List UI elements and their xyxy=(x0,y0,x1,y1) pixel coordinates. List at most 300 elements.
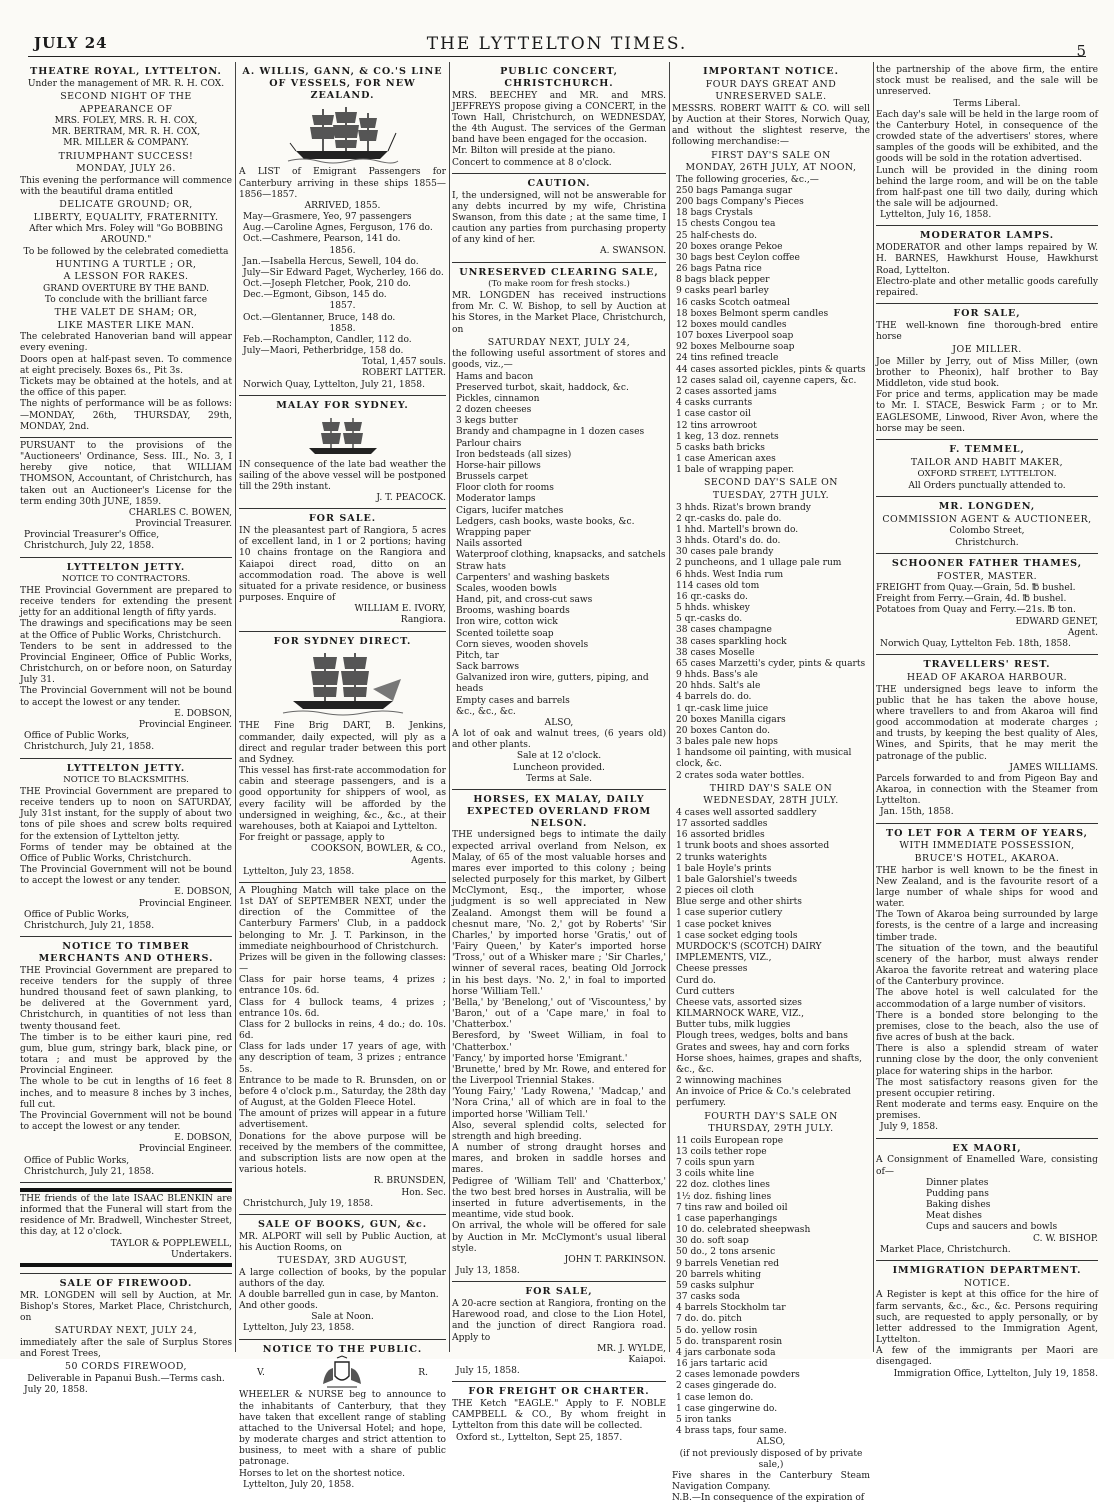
list-item: Galvanized iron wire, gutters, piping, and heads xyxy=(456,673,649,695)
ad-signature: Undertakers. xyxy=(171,1249,232,1260)
ad-text: Terms Liberal. xyxy=(953,98,1021,109)
ad-bruces-hotel xyxy=(876,824,1098,1139)
ad-text: Class for lads under 17 years of age, with any description of team, 3 prizes ; entrance 5s. xyxy=(239,1042,446,1075)
list-item: 1 case lemon do. xyxy=(676,1392,754,1403)
ad-heading: A. WILLIS, GANN, & CO.'S LINE OF VESSELS, FOR NEW ZEALAND. xyxy=(242,66,443,101)
ad-text: A LESSON FOR RAKES. xyxy=(63,271,189,283)
list-item: 3 hhds. Otard's do. do. xyxy=(676,536,781,547)
ad-text: 'Brunette,' bred by Mr. Rowe, and entered for the Liverpool Triennial Stakes. xyxy=(452,1064,666,1087)
ad-text: Total, 1,457 souls. xyxy=(362,357,446,368)
ad-public-concert xyxy=(452,62,666,174)
list-item: Dec.—Egmont, Gibson, 145 do. xyxy=(243,290,387,301)
ad-signature: Hon. Sec. xyxy=(401,1187,446,1198)
ad-signature: E. DOBSON, xyxy=(174,1133,232,1144)
list-item: Cigars, lucifer matches xyxy=(456,505,564,516)
list-item: Cups and saucers and bowls xyxy=(926,1222,1058,1233)
ad-text: MRS. BEECHEY and MR. and MRS. JEFFREYS propose giving a CONCERT, in the Town Hall, Christchurch, on WEDNESDAY, the 4th August. The services of the German band have been engaged for the occasion. xyxy=(452,90,666,146)
ad-text: Horses to let on the shortest notice. xyxy=(239,1468,406,1479)
ad-horses-ex-malay xyxy=(452,790,666,1282)
ad-signature: R. BRUNSDEN, xyxy=(373,1176,446,1187)
ad-caution xyxy=(452,174,666,263)
ad-text: ARRIVED, 1855. xyxy=(304,200,381,211)
list-item: 4 jars carbonate soda xyxy=(676,1347,776,1358)
list-item: 1 case gingerwine do. xyxy=(676,1403,778,1414)
list-item: Hams and bacon xyxy=(456,371,534,382)
list-item: Oct.—Joseph Fletcher, Pook, 210 do. xyxy=(243,279,411,290)
item-list xyxy=(672,503,870,782)
list-item: 20 hhds. Salt's ale xyxy=(676,681,761,692)
ad-text: Sale at 12 o'clock. xyxy=(516,751,602,762)
ad-text: July 9, 1858. xyxy=(880,1122,939,1133)
ad-text: MESSRS. ROBERT WAITT & CO. will sell by Auction at their Stores, Norwich Quay, and without the slightest reserve, the following merchandise:— xyxy=(672,103,870,148)
ad-heading: NOTICE TO THE PUBLIC. xyxy=(262,1343,423,1355)
list-item: 20 boxes Canton do. xyxy=(676,725,770,736)
ad-heading: UNRESERVED CLEARING SALE, xyxy=(459,266,659,278)
list-item: Jan.—Isabella Hercus, Sewell, 104 do. xyxy=(243,256,419,267)
list-item: 1 case American axes xyxy=(676,454,776,465)
ad-text: This evening the performance will commence with the beautiful drama entitled xyxy=(20,175,232,197)
ad-text: The situation of the town, and the beautiful scenery of the harbor, must always render Akaroa the favorite retreat and watering place of the Canterbury province. xyxy=(876,943,1098,988)
list-item: Empty cases and barrels xyxy=(456,695,570,706)
ad-text: A LIST of Emigrant Passengers for Canterbury arriving in these ships 1855—1856—1857. xyxy=(239,167,446,200)
list-item: 9 barrels Venetian red xyxy=(676,1258,780,1269)
list-item: Nails assorted xyxy=(456,539,523,550)
list-item: 44 cases assorted pickles, pints & quarts xyxy=(676,364,866,375)
list-item: 59 casks sulphur xyxy=(676,1280,755,1291)
sailing-ship-icon xyxy=(303,414,383,458)
ad-text: MR. BERTRAM, MR. R. H. COX, xyxy=(51,127,201,138)
list-item: Iron bedsteads (all sizes) xyxy=(456,449,572,460)
ad-text: THE Ketch "EAGLE." Apply to F. NOBLE CAMPBELL & CO., By whom freight in Lyttelton from this date will be collected. xyxy=(452,1399,666,1432)
list-item: 1 hhd. Martell's brown do. xyxy=(676,524,799,535)
ad-text: THE VALET DE SHAM; OR, xyxy=(54,307,198,319)
ad-subheading: COMMISSION AGENT & AUCTIONEER, xyxy=(882,513,1092,525)
list-item: Waterproof clothing, knapsacks, and satchels xyxy=(456,550,666,561)
list-item: 30 bags best Ceylon coffee xyxy=(676,252,800,263)
list-item: 3 kegs butter xyxy=(456,416,518,427)
ad-books-sale xyxy=(239,1215,446,1340)
ad-text: Tenders to be sent in addressed to the Provincial Engineer, Office of Public Works, Christchurch, on or before noon, on Saturday July 31. xyxy=(20,641,232,686)
list-item: 1 bale of wrapping paper. xyxy=(676,465,795,476)
ad-text: HUNTING A TURTLE ; OR, xyxy=(55,258,197,270)
list-item: 4 casks currants xyxy=(676,398,753,409)
list-item: 7 tins raw and boiled oil xyxy=(676,1202,788,1213)
list-item: 1 trunk boots and shoes assorted xyxy=(676,841,830,852)
ad-text: A Consignment of Enamelled Ware, consisting of— xyxy=(876,1155,1098,1177)
list-item: Cheese vats, assorted sizes xyxy=(676,997,802,1008)
ad-signature: MR. J. WYLDE, xyxy=(597,1343,666,1354)
ad-text: PURSUANT to the provisions of the "Auctioneers' Ordinance, Sess. III., No. 3, I hereby give notice, that WILLIAM THOMSON, Accountant, of Christchurch, has taken out an Auctioneer's License for the term ending 30th JUNE, 1859. xyxy=(20,440,232,507)
list-item: 2 trunks waterights xyxy=(676,852,767,863)
list-item: 1 case paperhangings xyxy=(676,1213,778,1224)
list-item: 5 do. transparent rosin xyxy=(676,1336,783,1347)
list-item: 17 assorted saddles xyxy=(676,819,768,830)
ad-text: The above hotel is well calculated for the accommodation of a large number of visitors. xyxy=(876,988,1098,1010)
list-item: 12 tins arrowroot xyxy=(676,420,757,431)
ad-heading: SALE OF BOOKS, GUN, &c. xyxy=(257,1218,428,1230)
ad-ex-maori-enamelled-ware xyxy=(876,1139,1098,1261)
ad-ploughing-match xyxy=(239,883,446,1215)
list-item: 3 bales pale new hops xyxy=(676,737,778,748)
ad-text: The drawings and specifications may be seen at the Office of Public Works, Christchurch. xyxy=(20,619,232,641)
list-item: Brandy and champagne in 1 dozen cases xyxy=(456,427,645,438)
ad-text: LIKE MASTER LIKE MAN. xyxy=(57,319,195,331)
ad-heading: SALE OF FIREWOOD. xyxy=(59,1278,193,1289)
ad-text: Lunch will be provided in the dining room behind the large room, and will be on the table from half-past one till two daily, during which the sale will be adjourned. xyxy=(876,165,1098,210)
ad-text: Christchurch, July 22, 1858. xyxy=(24,541,155,552)
list-item: July—Maori, Petherbridge, 158 do. xyxy=(243,346,404,357)
sale-day-heading: THIRD DAY'S SALE ON xyxy=(709,782,833,794)
ad-text: A 20-acre section at Rangiora, fronting on the Harewood road, and close to the Lion Hotel, and the junction of direct Rangiora road. Apply to xyxy=(452,1299,666,1343)
ad-four-days-sale xyxy=(672,62,870,1508)
ad-signature: Provincial Engineer. xyxy=(138,898,232,909)
list-item: 2 crates soda water bottles. xyxy=(676,770,805,781)
list-item: Curd cutters xyxy=(676,986,735,997)
list-item: 1 keg, 13 doz. rennets xyxy=(676,431,779,442)
list-item: 2 cases assorted jams xyxy=(676,387,777,397)
ad-text: Entrance to be made to R. Brunsden, on or before 4 o'clock p.m., Saturday, the 28th day of August, at the Golden Fleece Hotel. xyxy=(239,1075,446,1109)
sale-day-heading: FOURTH DAY'S SALE ON xyxy=(704,1110,838,1122)
list-item: KILMARNOCK WARE, VIZ., xyxy=(676,1009,805,1020)
ad-notice-to-public xyxy=(239,1340,446,1495)
ad-heading: SCHOONER FATHER THAMES, xyxy=(891,557,1083,569)
ad-text: Beresford, by 'Sweet William, in foal to 'Chatterbox.' xyxy=(452,1031,666,1053)
list-item: Feb.—Rochampton, Candler, 112 do. xyxy=(243,334,412,345)
ad-text: Doors open at half-past seven. To commence at eight precisely. Boxes 6s., Pit 3s. xyxy=(20,354,232,376)
ad-text: Office of Public Works, xyxy=(24,909,130,920)
ad-text: Freight from Ferry.—Grain, 4d. ℔ bushel. xyxy=(876,594,1067,605)
ad-brig-dart xyxy=(239,632,446,883)
ad-subheading: NOTICE TO BLACKSMITHS. xyxy=(63,775,189,786)
ad-signature: TAYLOR & POPPLEWELL, xyxy=(110,1238,232,1249)
ad-signature: Provincial Engineer. xyxy=(138,720,232,730)
ad-subheading: HEAD OF AKAROA HARBOUR. xyxy=(906,671,1068,683)
list-item: 4 brass taps, four same. xyxy=(676,1426,787,1437)
list-item: 1½ doz. fishing lines xyxy=(676,1191,772,1202)
ad-text: the partnership of the above firm, the entire stock must be realised, and the sale will be unreserved. xyxy=(876,65,1098,98)
ad-heading: IMMIGRATION DEPARTMENT. xyxy=(892,1264,1082,1276)
ad-heading: FOR SALE, xyxy=(953,308,1021,320)
list-item: 18 bags Crystals xyxy=(676,208,753,219)
ad-text: The amount of prizes will appear in a future advertisement. xyxy=(239,1109,446,1131)
column-rule xyxy=(235,62,236,1352)
ad-auctioneer-license xyxy=(20,438,232,558)
list-item: 24 tins refined treacle xyxy=(676,353,779,364)
ad-text: A double barrelled gun in case, by Manton. xyxy=(239,1289,439,1300)
list-item: Meat dishes xyxy=(926,1211,982,1222)
list-item: 3 hhds. Rizat's brown brandy xyxy=(676,502,811,513)
ad-signature: E. DOBSON, xyxy=(174,708,232,719)
ad-text: July 13, 1858. xyxy=(456,1266,520,1277)
column-rule xyxy=(669,62,670,1352)
ad-text: Christchurch, July 21, 1858. xyxy=(24,1166,155,1177)
ad-text: IN consequence of the late bad weather the sailing of the above vessel will be postponed till the 29th instant. xyxy=(239,459,446,492)
ad-text: ALSO, xyxy=(756,1437,786,1448)
ad-text: Tickets may be obtained at the hotels, and at the office of this paper. xyxy=(20,377,232,399)
ad-signature: COOKSON, BOWLER, & CO., xyxy=(310,844,446,855)
masthead xyxy=(28,34,1086,60)
list-item: Pickles, cinnamon xyxy=(456,393,540,404)
list-item: 20 barrels whiting xyxy=(676,1269,762,1280)
ad-heading: HORSES, EX MALAY, DAILY EXPECTED OVERLAND FROM NELSON. xyxy=(466,793,652,829)
ad-text: Sale at Noon. xyxy=(311,1312,374,1323)
list-item: 1 qr.-cask lime juice xyxy=(676,703,769,714)
ad-text: Each day's sale will be held in the large room of the Canterbury Hotel, in consequence of the crowded state of the advertisers' stores, where samples of the goods will be exhibited, and the goods will be sold in the rotation advertised. xyxy=(876,109,1098,165)
ad-text: WHEELER & NURSE beg to announce to the inhabitants of Canterbury, that they have taken that excellent range of stabling attached to the Universal Hotel; and hope, by moderate charges and strict attention to business, to meet with a share of public patronage. xyxy=(239,1390,446,1468)
ad-text: immediately after the sale of Surplus Stores and Forest Trees, xyxy=(20,1337,232,1360)
ad-text: Office of Public Works, xyxy=(24,1155,130,1166)
list-item: Straw hats xyxy=(456,561,506,572)
ad-text: July 15, 1858. xyxy=(456,1366,520,1377)
list-item: 16 jars tartaric acid xyxy=(676,1359,768,1370)
list-item: 37 casks soda xyxy=(676,1292,741,1303)
ad-heading: FOR SALE. xyxy=(308,513,377,525)
list-item: Brooms, washing boards xyxy=(456,606,570,617)
list-item: 9 hhds. Bass's ale xyxy=(676,670,758,681)
ad-text: To conclude with the brilliant farce xyxy=(44,295,208,306)
list-item: MURDOCK'S (SCOTCH) DAIRY IMPLEMENTS, VIZ., xyxy=(676,941,822,964)
ad-text: N.B.—In consequence of the expiration of xyxy=(672,1493,865,1504)
ad-text: 'Fancy,' by imported horse 'Emigrant.' xyxy=(452,1053,628,1064)
ad-willis-gann-line xyxy=(239,62,446,396)
ad-text: Christchurch, July 21, 1858. xyxy=(24,920,155,931)
ad-text: 1856. xyxy=(329,245,356,256)
ad-text: Deliverable in Papanui Bush.—Terms cash. xyxy=(27,1373,225,1384)
list-item: 38 cases champagne xyxy=(676,625,772,636)
list-item: 114 cases old tom xyxy=(676,580,760,591)
ad-heading: FOR FREIGHT OR CHARTER. xyxy=(468,1386,650,1398)
ad-text: 'Young Fairy,' 'Lady Rowena,' 'Madcap,' and 'Nora Crina,' all of which are in foal to the imported horse 'William Tell.' xyxy=(452,1087,666,1120)
list-item: 30 do. soft soap xyxy=(676,1236,749,1247)
ad-funeral-notice xyxy=(20,1183,232,1274)
ad-text: The most satisfactory reasons given for the present occupier retiring. xyxy=(876,1077,1098,1099)
ad-subheading: UNRESERVED SALE. xyxy=(715,91,827,103)
list-item: Baking dishes xyxy=(926,1200,991,1211)
column-rule xyxy=(873,62,874,1352)
ad-subheading: BRUCE'S HOTEL, AKAROA. xyxy=(914,852,1060,864)
list-item: Cheese presses xyxy=(676,964,748,975)
ad-text: The Provincial Government will not be bound to accept the lowest or any tender. xyxy=(20,1110,232,1133)
ad-text: All Orders punctually attended to. xyxy=(908,480,1066,491)
list-item: Scales, wooden bowls xyxy=(456,583,557,594)
ad-text: To be followed by the celebrated comedietta xyxy=(23,246,229,257)
ad-text: Prizes will be given in the following classes:— xyxy=(239,952,446,975)
ad-text: A Ploughing Match will take place on the 1st DAY of SEPTEMBER NEXT, under the direction of the Committee of the Canterbury Farmers' Club, in a paddock belonging to Mr. J. T. Parkinson, in the immediate neighbourhood of Christchurch. xyxy=(239,885,446,952)
ad-text: A few of the immigrants per Maori are disengaged. xyxy=(876,1346,1098,1368)
ad-text: Christchurch, July 21, 1858. xyxy=(24,742,155,753)
ad-signature: JOHN T. PARKINSON. xyxy=(564,1254,666,1265)
ad-subheading: FOUR DAYS GREAT AND xyxy=(705,78,837,90)
list-item: 6 hhds. West India rum xyxy=(676,569,784,580)
sale-day-heading: THURSDAY, 29TH JULY. xyxy=(708,1123,834,1135)
ad-text: For freight or passage, apply to xyxy=(239,833,385,844)
ad-text: THE harbor is well known to be the finest in New Zealand, and is the favourite resort of a large number of whale ships for wood and water. xyxy=(876,865,1098,910)
ad-heading: TRAVELLERS' REST. xyxy=(923,659,1051,671)
list-item: 2 cases lemonade powders xyxy=(676,1370,800,1381)
list-item: Iron wire, cotton wick xyxy=(456,617,558,628)
ad-schooner-father-thames xyxy=(876,554,1098,655)
ad-text: Provincial Treasurer's Office, xyxy=(24,530,160,541)
list-item: 10 do. celebrated sheepwash xyxy=(676,1225,811,1236)
ad-signature: Provincial Treasurer. xyxy=(135,519,232,530)
list-item: Horse shoes, haimes, grapes and shafts, &c., &c. xyxy=(676,1053,863,1075)
ad-text: There is also a splendid stream of water running close by the door, the only convenient place for watering ships in the harbor. xyxy=(876,1044,1098,1077)
list-item: 5 casks bath bricks xyxy=(676,442,765,453)
ad-text: Lyttelton, July 16, 1858. xyxy=(880,210,992,221)
column-2 xyxy=(239,62,446,1490)
list-item: 20 boxes orange Pekoe xyxy=(676,241,783,252)
ad-text: THE friends of the late ISAAC BLENKIN are informed that the Funeral will start from the residence of Mr. Bradwell, Winchester Street, this day, at 12 o'clock. xyxy=(20,1193,232,1238)
list-item: Preserved turbot, skait, haddock, &c. xyxy=(456,382,629,393)
ad-text: MRS. FOLEY, MRS. R. H. COX, xyxy=(54,116,198,127)
list-item: 1 case socket edging tools xyxy=(676,930,798,941)
ad-text: The Provincial Government will not be bound to accept the lowest or any tender. xyxy=(20,686,232,708)
ad-text: A Register is kept at this office for the hire of farm servants, &c., &c., &c. Persons requiring such, are requested to apply personally, or by letter addressed to the Immigration Agent, Lyttelton. xyxy=(876,1290,1098,1346)
ad-rangiora-section xyxy=(452,1282,666,1382)
ad-text: FREIGHT from Quay.—Grain, 5d. ℔ bushel. xyxy=(876,583,1076,594)
list-item: 38 cases sparkling hock xyxy=(676,636,787,647)
sale-day-heading: WEDNESDAY, 28TH JULY. xyxy=(703,795,839,807)
ad-sale-continued xyxy=(876,62,1098,226)
masthead-date: JULY 24 xyxy=(34,34,108,52)
list-item: 4 cases well assorted saddlery xyxy=(676,807,817,818)
ad-text: Jan. 15th, 1858. xyxy=(880,807,954,818)
list-item: Blue serge and other shirts xyxy=(676,897,802,908)
list-item: 5 iron tanks xyxy=(676,1414,732,1425)
ad-text: MR. ALPORT will sell by Public Auction, at his Auction Rooms, on xyxy=(239,1231,446,1253)
list-item: May—Grasmere, Yeo, 97 passengers xyxy=(243,212,412,223)
ad-rangiora-land xyxy=(239,509,446,631)
ad-text: THE Provincial Government are prepared to receive tenders up to noon on SATURDAY, July 31st instant, for the supply of about two tons of pile shoes and screw bolts required for the extension of Lyttelton jetty. xyxy=(20,786,232,842)
ad-theatre-royal xyxy=(20,62,232,438)
ad-heading: MR. LONGDEN, xyxy=(938,501,1036,513)
list-item: 2 cases gingerade do. xyxy=(676,1381,777,1392)
ad-text: Lyttelton, July 20, 1858. xyxy=(243,1479,355,1490)
ad-text: 50 CORDS FIREWOOD, xyxy=(64,1361,188,1373)
ad-heading: EX MAORI, xyxy=(952,1142,1022,1154)
ad-heading: F. TEMMEL, xyxy=(949,443,1025,455)
ad-text: MR. MILLER & COMPANY. xyxy=(63,138,189,149)
ad-text: Potatoes from Quay and Ferry.—21s. ℔ ton. xyxy=(876,605,1076,616)
ad-text: Mr. Bilton will preside at the piano. xyxy=(452,146,616,157)
list-item: 250 bags Pamanga sugar xyxy=(676,185,793,196)
list-item: Oct.—Cashmere, Pearson, 141 do. xyxy=(243,234,401,245)
ad-heading: IMPORTANT NOTICE. xyxy=(703,66,839,77)
ad-signature: E. DOBSON, xyxy=(174,887,232,898)
list-item: 2 puncheons, and 1 ullage pale rum xyxy=(676,558,842,569)
list-item: Hand, pit, and cross-cut saws xyxy=(456,595,593,606)
ad-text: (if not previously disposed of by private sale,) xyxy=(679,1448,863,1470)
ad-timber-merchants xyxy=(20,937,232,1183)
list-item: Curd do. xyxy=(676,975,716,986)
ad-jetty-contractors xyxy=(20,558,232,759)
ad-text: IN the pleasantest part of Rangiora, 5 acres of excellent land, in 1 or 2 portions; having 10 chains frontage on the Rangiora and Kaiapoi direct road, ditto on an accommodation road. The above is well situated for a private residence, or business purposes. Enquire of xyxy=(239,526,446,604)
list-item: 8 bags black pepper xyxy=(676,275,770,286)
list-item: Pudding pans xyxy=(926,1188,989,1199)
ad-text: The Town of Akaroa being surrounded by large forests, is the centre of a large and increasing timber trade. xyxy=(876,910,1098,943)
ad-text: ALSO, xyxy=(544,717,574,728)
list-item: 30 cases pale brandy xyxy=(676,547,774,558)
ad-clearing-sale xyxy=(452,263,666,790)
list-item: Floor cloth for rooms xyxy=(456,483,554,494)
ad-text: And other goods. xyxy=(239,1301,318,1312)
ad-longden-agent xyxy=(876,497,1098,554)
ad-text: Terms at Sale. xyxy=(525,773,593,784)
ad-immigration-department xyxy=(876,1261,1098,1384)
ad-text: Oxford st., Lyttelton, Sept 25, 1857. xyxy=(456,1432,623,1443)
ad-signature: Rangiora. xyxy=(400,615,446,626)
ad-heading: NOTICE TO TIMBER MERCHANTS AND OTHERS. xyxy=(38,941,214,964)
list-item: Grates and swees, hay and corn forks xyxy=(676,1042,850,1053)
ad-travellers-rest xyxy=(876,655,1098,823)
ad-text: 1858. xyxy=(329,323,356,334)
ad-text: Office of Public Works, xyxy=(24,731,130,742)
ad-jetty-blacksmiths xyxy=(20,759,232,938)
ad-text: Luncheon provided. xyxy=(513,762,605,773)
ad-heading: CAUTION. xyxy=(527,177,591,189)
list-item: Dinner plates xyxy=(926,1177,989,1188)
ad-text: There is a bonded store belonging to the premises, close to the beach, also the use of five acres of bush at the back. xyxy=(876,1010,1098,1044)
sailing-ship-icon xyxy=(283,649,403,719)
ad-text: TRIUMPHANT SUCCESS! xyxy=(58,150,194,162)
ad-text: Class for 2 bullocks in reins, 4 do.; do. 10s. 6d. xyxy=(239,1019,446,1042)
list-item: 16 qr.-casks do. xyxy=(676,591,748,602)
ad-text: OXFORD STREET, LYTTELTON. xyxy=(917,469,1057,480)
ad-subheading: JOE MILLER. xyxy=(952,344,1022,356)
list-item: 65 cases Marzetti's cyder, pints & quarts xyxy=(676,658,866,669)
list-item: 1 case castor oil xyxy=(676,409,751,420)
ad-joe-miller-horse xyxy=(876,304,1098,440)
list-item: &c., &c., &c. xyxy=(456,706,516,717)
ad-text: SATURDAY NEXT, JULY 24, xyxy=(487,336,631,348)
ad-text: MR. LONGDEN will sell by Auction, at Mr. Bishop's Stores, Market Place, Christchurch, on xyxy=(20,1290,232,1324)
list-item: Plough trees, wedges, bolts and bans xyxy=(676,1031,848,1042)
sale-day-heading: FIRST DAY'S SALE ON xyxy=(711,149,831,161)
ad-text: Under the management of MR. R. H. COX. xyxy=(27,78,225,89)
ad-text: V. xyxy=(257,1367,265,1378)
ad-text: THE Provincial Government are prepared to receive tenders for extending the present jetty for an additional length of fifty yards. xyxy=(20,585,232,619)
ad-text: Norwich Quay, Lyttelton, July 21, 1858. xyxy=(243,379,425,390)
masthead-page-number: 5 xyxy=(1076,42,1086,60)
list-item: Horse-hair pillows xyxy=(456,460,541,471)
list-item: 18 boxes Belmont sperm candles xyxy=(676,308,829,319)
ad-text: Parcels forwarded to and from Pigeon Bay and Akaroa, in connection with the Steamer from Lyttelton. xyxy=(876,773,1098,807)
list-item: 38 cases Moselle xyxy=(676,647,755,658)
ad-subheading: NOTICE. xyxy=(963,1277,1011,1289)
ad-text: Lyttelton, July 23, 1858. xyxy=(243,866,355,877)
list-item: Corn sieves, wooden shovels xyxy=(456,639,589,650)
ad-signature: CHARLES C. BOWEN, xyxy=(128,507,232,518)
ad-text: I, the undersigned, will not be answerable for any debts incurred by my wife, Christina Swanson, from this date ; at the same time, I caution any parties from purchasing property of any kind of her. xyxy=(452,190,666,246)
list-item: Wrapping paper xyxy=(456,527,531,538)
ad-heading: LYTTELTON JETTY. xyxy=(66,561,186,573)
ad-subheading: WITH IMMEDIATE POSSESSION, xyxy=(899,840,1075,852)
ad-subheading: FOSTER, MASTER. xyxy=(936,570,1038,582)
ad-text: Market Place, Christchurch. xyxy=(880,1244,1011,1255)
ad-signature: J. T. PEACOCK. xyxy=(376,493,446,504)
royal-coat-of-arms-icon xyxy=(319,1356,365,1390)
masthead-title: THE LYTTELTON TIMES. xyxy=(426,34,688,54)
ad-signature: WILLIAM E. IVORY, xyxy=(354,604,446,615)
list-item: 1 bale Galorshiel's tweeds xyxy=(676,874,797,885)
ad-signature: Kaiapoi. xyxy=(628,1354,666,1365)
ad-text: MONDAY, JULY 26. xyxy=(76,163,176,175)
list-item: 4 barrels do. do. xyxy=(676,692,752,703)
list-item: 9 casks pearl barley xyxy=(676,286,769,297)
list-item: Parlour chairs xyxy=(456,438,522,449)
sale-day-heading: TUESDAY, 27TH JULY. xyxy=(712,489,830,501)
list-item: 2 qr.-casks do. pale do. xyxy=(676,513,782,524)
